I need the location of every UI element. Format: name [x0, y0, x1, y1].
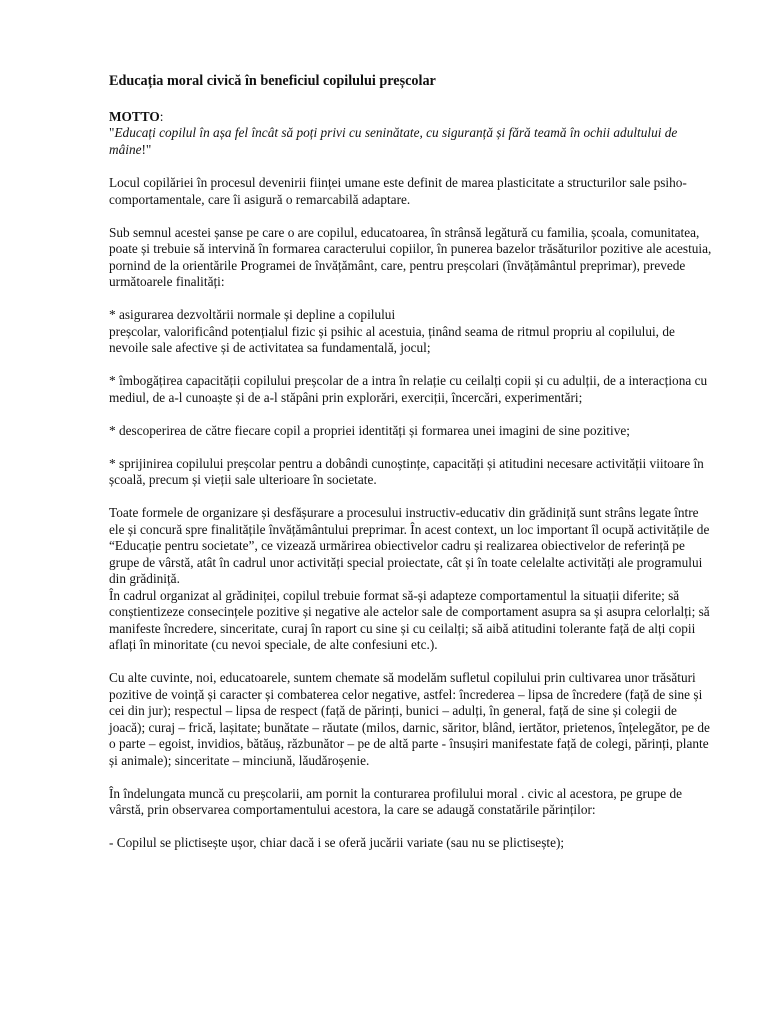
paragraph-context: Toate formele de organizare și desfășurare a procesului instructiv-educativ din grădiniță sunt strâns legate între ele și concură spre finalitățile învățământului preprimar. În acest context, un loc important îl ocupă activitățile de “Educație pentru societate”, ce vizează urmărirea obiectivelor cadru și realizarea obiectivelor de referință pe grupe de vârstă, atât în cadrul unor activități special proiectate, cât și în toate celelalte activități ale programului din grădiniță. [109, 505, 710, 586]
motto-colon: : [159, 108, 164, 124]
paragraph-profile: În îndelungata muncă cu preșcolarii, am pornit la conturarea profilului moral . civic al acestora, pe grupe de vârstă, prin observarea comportamentului acestora, la care se adaugă constatările părinților: [109, 785, 683, 817]
motto-open-quote: " [109, 125, 115, 140]
bullet-item-1-line1: * asigurarea dezvoltării normale și depline a copilului [109, 307, 396, 322]
motto-text: Educați copilul în așa fel încât să poți privi cu seninătate, cu siguranță și fără teamă în ochii adultului de mâine [109, 125, 678, 157]
paragraph-intro: Locul copilăriei în procesul devenirii ființei umane este definit de marea plasticitate a structurilor sale psiho-comportamentale, care îi asigură o remarcabilă adaptare. [109, 175, 687, 207]
bullet-item-2: * îmbogățirea capacității copilului preșcolar de a intra în relație cu ceilalți copii și cu adulții, de a interacționa cu mediul, de a-l cunoaște și de a-l stăpâni prin explorări, exerciții, încercări, experimentări; [109, 373, 708, 405]
bullet-item-1 [109, 307, 715, 357]
motto-label [109, 109, 715, 126]
bullet-item-1-line2: preșcolar, valorificând potențialul fizic și psihic al acestuia, ținând seama de ritmul propriu al copilului, de nevoile sale afective și de activitatea sa fundamentală, jocul; [109, 323, 675, 355]
document-page [109, 73, 715, 868]
bullet-item-3: * descoperirea de către fiecare copil a propriei identități și formarea unei imagini de sine pozitive; [109, 422, 630, 438]
paragraph-list-item: - Copilul se plictisește ușor, chiar dacă i se oferă jucării variate (sau nu se plictisește); [109, 835, 565, 850]
paragraph-traits: Cu alte cuvinte, noi, educatoarele, suntem chemate să modelăm sufletul copilului prin cultivarea unor trăsături pozitive de voință și caracter și combaterea celor negative, astfel: încrederea – lipsa de încredere (față de sine și cei din jur); respectul – lipsa de respect (față de părinți, bunici – adulți, în general, față de sine și colegii de joacă); curaj – frică, lașitate; bunătate – răutate (milos, darnic, săritor, blând, iertător, prietenos, înțelegător, pe de o parte – egoist, invidios, bătăuș, răzbunător – pe de altă parte - însușiri manifestate față de colegi, părinți, plante și animale); sinceritate – minciună, lăudăroșenie. [109, 670, 710, 768]
paragraph-finalities: Sub semnul acestei șanse pe care o are copilul, educatoarea, în strânsă legătură cu familia, școala, comunitatea, poate și trebuie să intervină în formarea caracterului copiilor, în punerea bazelor trăsăturilor pozitive ale acestuia, pornind de la orientările Programei de învățământ, care, pentru preșcolari (învățământul preprimar), prevede următoarele finalități: [109, 224, 712, 289]
motto-quote [109, 125, 715, 158]
motto-close-quote: !" [141, 141, 152, 157]
document-title: Educația moral civică în beneficiul copilului preșcolar [109, 73, 436, 89]
motto-label-text: MOTTO [109, 108, 160, 124]
paragraph-kindergarten: În cadrul organizat al grădiniței, copilul trebuie format să-și adapteze comportamentul la situații diferite; să conștientizeze consecințele pozitive și negative ale actelor sale de comportament asupra sa și asupra celorlalți; să manifeste încredere, sinceritate, curaj în raport cu sine și cu ceilalți; să aibă atitudini tolerante față de alți copii aflați în minoritate (cu nevoi speciale, de alte confesiuni etc.). [109, 587, 710, 652]
bullet-item-4: * sprijinirea copilului preșcolar pentru a dobândi cunoștințe, capacități și atitudini necesare activității viitoare în școală, precum și vieții sale ulterioare în societate. [109, 455, 704, 487]
